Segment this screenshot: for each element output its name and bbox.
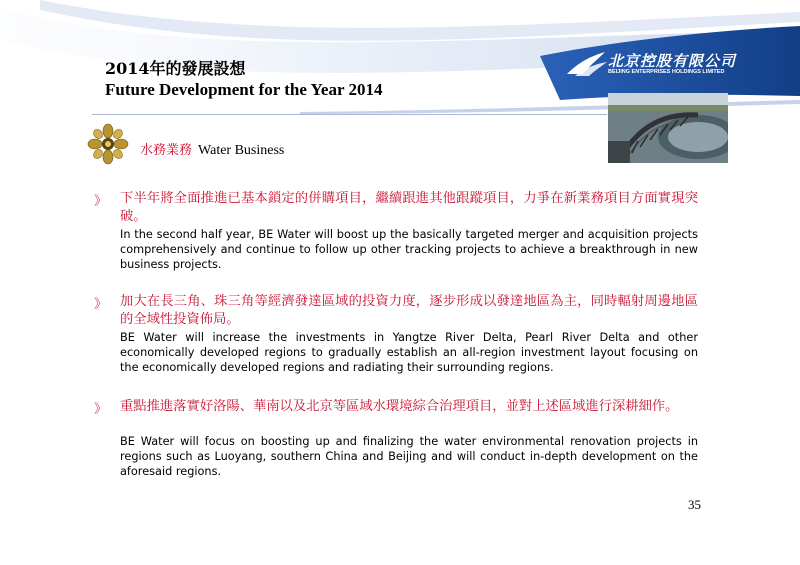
bullet-2-chinese: 加大在長三角、珠三角等經濟發達區域的投資力度，逐步形成以發達地區為主，同時輻射周邊地區的全域性投資佈局。: [120, 294, 698, 327]
bullet-1-chinese: 下半年將全面推進已基本鎖定的併購項目，繼續跟進其他跟蹤項目，力爭在新業務項目方面實現突破。: [120, 191, 698, 224]
bullet-2-english: BE Water will increase the investments in Yangtze River Delta, Pearl River Delta and other economically developed regions to gradually establish an all-region investment layout focusing on the economically developed regions and radiating their surrounding regions.: [120, 331, 698, 374]
bullet-marker: 》: [94, 194, 108, 209]
section-title-chinese: 水務業務: [140, 143, 193, 158]
bullet-1-english: In the second half year, BE Water will boost up the basically targeted merger and acquisition projects comprehensively and continue to follow up other tracking projects to achieve a breakthrough in new business projects.: [120, 228, 698, 271]
company-name-english: BEIJING ENTERPRISES HOLDINGS LIMITED: [608, 69, 725, 75]
bullet-marker: 》: [94, 297, 108, 312]
section-heading: [140, 139, 284, 159]
ornament-flower-icon: [86, 122, 130, 166]
section-title-english: Water Business: [198, 143, 285, 158]
water-treatment-photo: [608, 93, 728, 163]
header-divider: [92, 114, 607, 115]
page-title-english: Future Development for the Year 2014: [105, 80, 383, 99]
bullet-3-chinese: 重點推進落實好洛陽、華南以及北京等區域水環境綜合治理項目，並對上述區域進行深耕細作。: [120, 399, 679, 414]
company-name-chinese: 北京控股有限公司: [608, 52, 737, 70]
page-number: 35: [688, 497, 701, 512]
bullet-3-english: BE Water will focus on boosting up and finalizing the water environmental renovation projects in regions such as Luoyang, southern China and Beijing and will conduct in-depth development on the aforesaid regions.: [120, 435, 698, 478]
bullet-marker: 》: [94, 402, 108, 417]
page-title-chinese: 2014年的發展設想: [105, 59, 246, 78]
